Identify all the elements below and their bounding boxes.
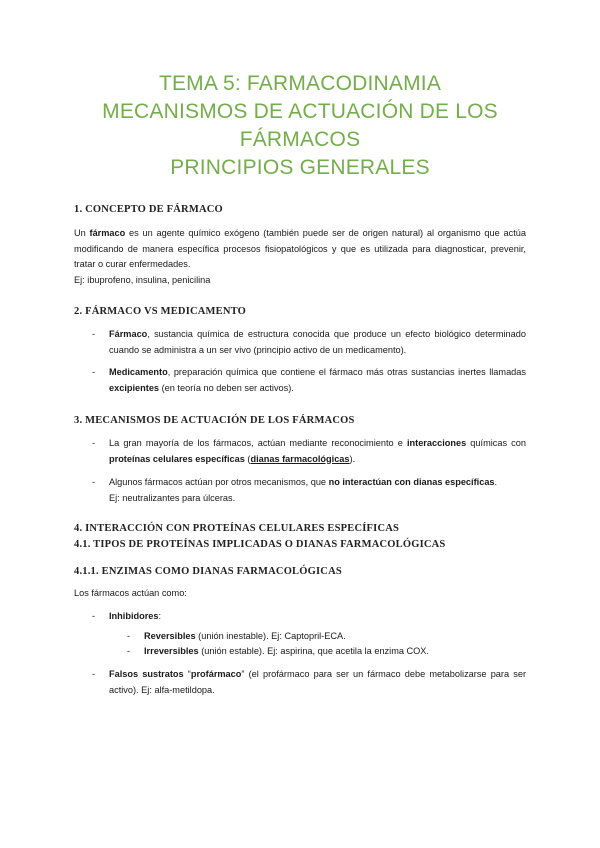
- text-run: es un agente químico exógeno (también puede ser de origen natural) al organismo que actúa modificando de manera específica procesos fisiopatológicos y que es utilizada para diagnosticar, prevenir, tratar o curar enfermedades.: [74, 228, 526, 269]
- term: no interactúan con dianas específicas: [328, 477, 495, 487]
- list-item: [92, 436, 526, 467]
- text-run: Algunos fármacos actúan por otros mecanismos, que: [109, 477, 329, 487]
- text-run: químicas con: [466, 438, 526, 448]
- section-1-example: Ej: ibuprofeno, insulina, penicilina: [74, 275, 211, 285]
- list-item-text: [109, 609, 526, 625]
- bullet-dash: -: [92, 367, 96, 377]
- list-item: [92, 475, 526, 506]
- title-line-3: FÁRMACOS: [239, 128, 361, 151]
- sub-list-item: [127, 629, 526, 645]
- bullet-dash: -: [127, 631, 131, 641]
- term: Fármaco: [109, 329, 148, 339]
- bullet-dash: -: [127, 646, 131, 656]
- list-item-text: [109, 365, 526, 396]
- text-run: “: [183, 669, 191, 679]
- term: proteínas celulares específicas: [109, 453, 245, 464]
- title-line-1: TEMA 5: FARMACODINAMIA: [158, 72, 442, 95]
- bullet-dash: -: [92, 477, 96, 487]
- term: Irreversibles: [144, 646, 199, 656]
- term-underlined: dianas farmacológicas: [250, 453, 350, 464]
- section-4-intro: Los fármacos actúan como:: [74, 588, 187, 598]
- section-4-heading: 4. INTERACCIÓN CON PROTEÍNAS CELULARES ESPECÍFICAS: [74, 523, 400, 534]
- term-farmaco: fármaco: [89, 228, 126, 238]
- text-run: (unión estable). Ej: aspirina, que acetila la enzima COX.: [198, 646, 429, 656]
- title-line-4: PRINCIPIOS GENERALES: [170, 156, 430, 179]
- term: excipientes: [109, 382, 160, 393]
- text-run: , sustancia química de estructura conocida que produce un efecto biológico determinado cuando se administra a un ser vivo (principio activo de un medicamento).: [109, 329, 526, 355]
- list-item: [92, 667, 526, 698]
- list-item-text: [109, 667, 526, 698]
- term: Reversibles: [144, 631, 196, 641]
- text-run: (en teoría no deben ser activos).: [159, 382, 294, 393]
- term: Medicamento: [109, 367, 168, 377]
- list-item: [92, 327, 526, 358]
- text-run: (: [244, 453, 251, 464]
- section-1-heading: 1. CONCEPTO DE FÁRMACO: [74, 204, 223, 215]
- term: profármaco: [190, 669, 242, 679]
- list-item-text: [144, 644, 526, 660]
- section-4-1-heading: 4.1. TIPOS DE PROTEÍNAS IMPLICADAS O DIANAS FARMACOLÓGICAS: [74, 539, 446, 550]
- section-1-paragraph: [74, 226, 526, 273]
- text-run: La gran mayoría de los fármacos, actúan mediante reconocimiento e: [109, 438, 407, 448]
- bullet-dash: -: [92, 329, 96, 339]
- text-run: (el profármaco para ser un fármaco debe metabolizarse para ser activo). Ej: alfa-metildopa.: [109, 669, 527, 695]
- list-item: [92, 365, 526, 396]
- term: Inhibidores: [109, 611, 159, 621]
- document-title: [60, 70, 540, 182]
- section-4-1-1-heading: 4.1.1. ENZIMAS COMO DIANAS FARMACOLÓGICAS: [74, 566, 342, 577]
- text-run: .: [494, 477, 498, 487]
- text-run: , preparación química que contiene el fármaco más otras sustancias inertes llamadas: [167, 367, 526, 377]
- list-item: [92, 609, 526, 625]
- title-line-2: MECANISMOS DE ACTUACIÓN DE LOS: [102, 100, 498, 123]
- list-item-text: [144, 629, 526, 645]
- bullet-dash: -: [92, 669, 96, 679]
- term: interacciones: [406, 438, 467, 448]
- text-run: :: [158, 611, 162, 621]
- list-item-text: [109, 436, 526, 467]
- text-run: ).: [349, 453, 356, 464]
- list-item-text: [109, 475, 526, 491]
- text-run: ”: [241, 669, 245, 679]
- list-item-text: [109, 327, 526, 358]
- bullet-dash: -: [92, 611, 96, 621]
- list-item-example: Ej: neutralizantes para úlceras.: [109, 492, 236, 503]
- term: Falsos sustratos: [109, 669, 184, 679]
- text-run: Un: [74, 228, 90, 238]
- sub-list-item: [127, 644, 526, 660]
- section-2-heading: 2. FÁRMACO VS MEDICAMENTO: [74, 306, 247, 317]
- text-run: (unión inestable). Ej: Captopril-ECA.: [195, 631, 346, 641]
- bullet-dash: -: [92, 438, 96, 448]
- section-3-heading: 3. MECANISMOS DE ACTUACIÓN DE LOS FÁRMACOS: [74, 415, 355, 426]
